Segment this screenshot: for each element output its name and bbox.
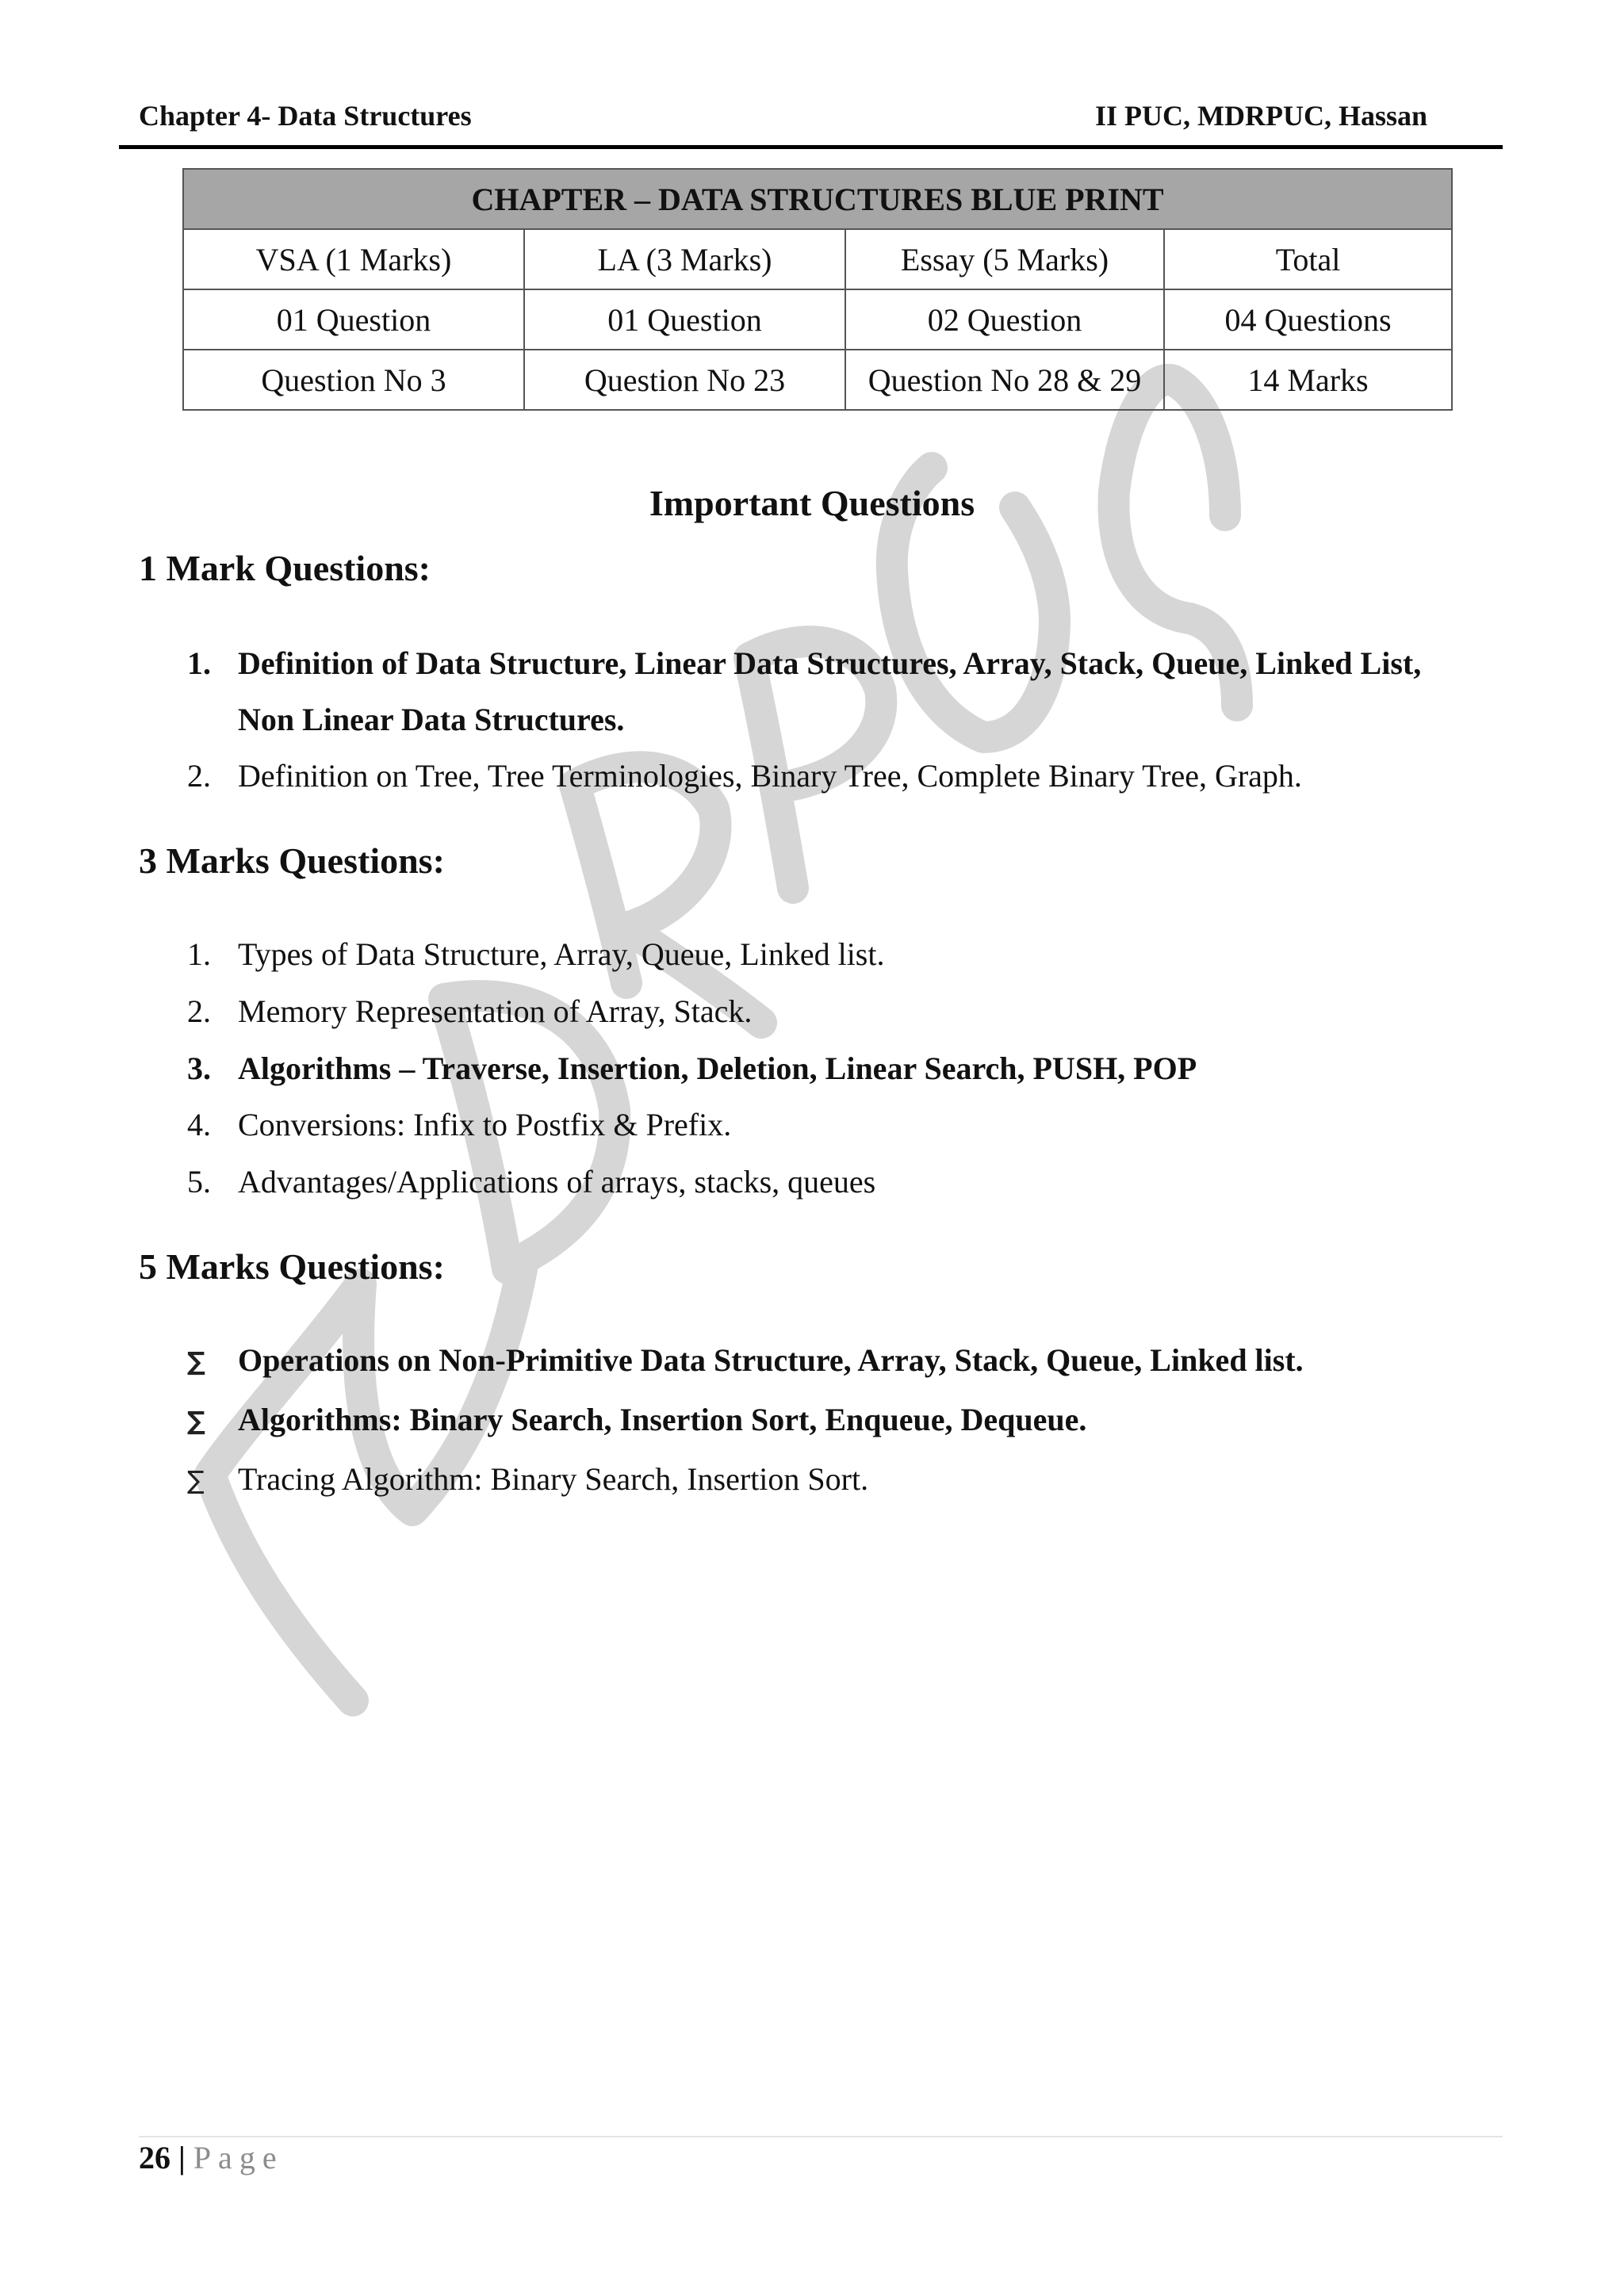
table-cell: Question No 3 [183, 350, 524, 410]
blueprint-header-row [183, 229, 1452, 289]
table-row [183, 350, 1452, 410]
item-number: 4. [187, 1107, 211, 1142]
blueprint-title: CHAPTER – DATA STRUCTURES BLUE PRINT [183, 169, 1452, 229]
page-label: Page [193, 2140, 284, 2175]
item-text: Definition of Data Structure, Linear Data Structures, Array, Stack, Queue, Linked List, [238, 645, 1422, 681]
item-text: Conversions: Infix to Postfix & Prefix. [238, 1107, 732, 1142]
item-number: 2. [187, 758, 211, 794]
item-text: Operations on Non-Primitive Data Structure, Array, Stack, Queue, Linked list. [238, 1342, 1304, 1378]
three-marks-heading: 3 Marks Questions: [139, 840, 445, 881]
blueprint-title-row [183, 169, 1452, 229]
footer-separator: | [178, 2140, 186, 2175]
item-text: Memory Representation of Array, Stack. [238, 993, 753, 1029]
table-cell: 01 Question [524, 289, 845, 350]
one-mark-heading: 1 Mark Questions: [139, 548, 431, 588]
item-text-line [238, 645, 1550, 682]
item-text-wrap [238, 645, 1550, 682]
item-number: 3. [187, 1050, 211, 1086]
college-name: II PUC, MDRPUC, Hassan [1094, 100, 1427, 132]
sigma-bullet-icon: ∑ [187, 1465, 205, 1495]
item-text: Advantages/Applications of arrays, stacks, queues [238, 1164, 876, 1200]
table-cell: 04 Questions [1164, 289, 1452, 350]
column-header-essay: Essay (5 Marks) [845, 229, 1164, 289]
page-header [139, 99, 1427, 139]
table-cell: Question No 28 & 29 [845, 350, 1164, 410]
item-number: 1. [187, 936, 211, 972]
table-row [183, 289, 1452, 350]
table-cell: 14 Marks [1164, 350, 1452, 410]
blueprint-table [182, 168, 1453, 411]
item-text: Types of Data Structure, Array, Queue, Linked list. [238, 936, 885, 972]
item-text: Non Linear Data Structures. [238, 702, 625, 737]
sigma-bullet-icon: ∑ [187, 1346, 205, 1376]
column-header-total: Total [1164, 229, 1452, 289]
item-text: Algorithms: Binary Search, Insertion Sort, Enqueue, Dequeue. [238, 1402, 1087, 1437]
table-cell: 01 Question [183, 289, 524, 350]
item-number: 2. [187, 993, 211, 1029]
item-text: Definition on Tree, Tree Terminologies, Binary Tree, Complete Binary Tree, Graph. [238, 758, 1302, 794]
chapter-title: Chapter 4- Data Structures [139, 100, 472, 132]
page-footer [139, 2139, 284, 2176]
header-rule [119, 145, 1503, 149]
item-number: 1. [187, 645, 211, 681]
item-number: 5. [187, 1164, 211, 1200]
important-questions-title: Important Questions [649, 483, 975, 523]
table-cell: Question No 23 [524, 350, 845, 410]
item-text: Algorithms – Traverse, Insertion, Deletion, Linear Search, PUSH, POP [238, 1050, 1197, 1086]
sigma-bullet-icon: ∑ [187, 1406, 205, 1436]
column-header-vsa: VSA (1 Marks) [183, 229, 524, 289]
column-header-la: LA (3 Marks) [524, 229, 845, 289]
page-number: 26 [139, 2140, 170, 2175]
item-text: Tracing Algorithm: Binary Search, Insertion Sort. [238, 1461, 869, 1497]
five-marks-heading: 5 Marks Questions: [139, 1246, 445, 1287]
footer-rule [139, 2136, 1503, 2137]
table-cell: 02 Question [845, 289, 1164, 350]
